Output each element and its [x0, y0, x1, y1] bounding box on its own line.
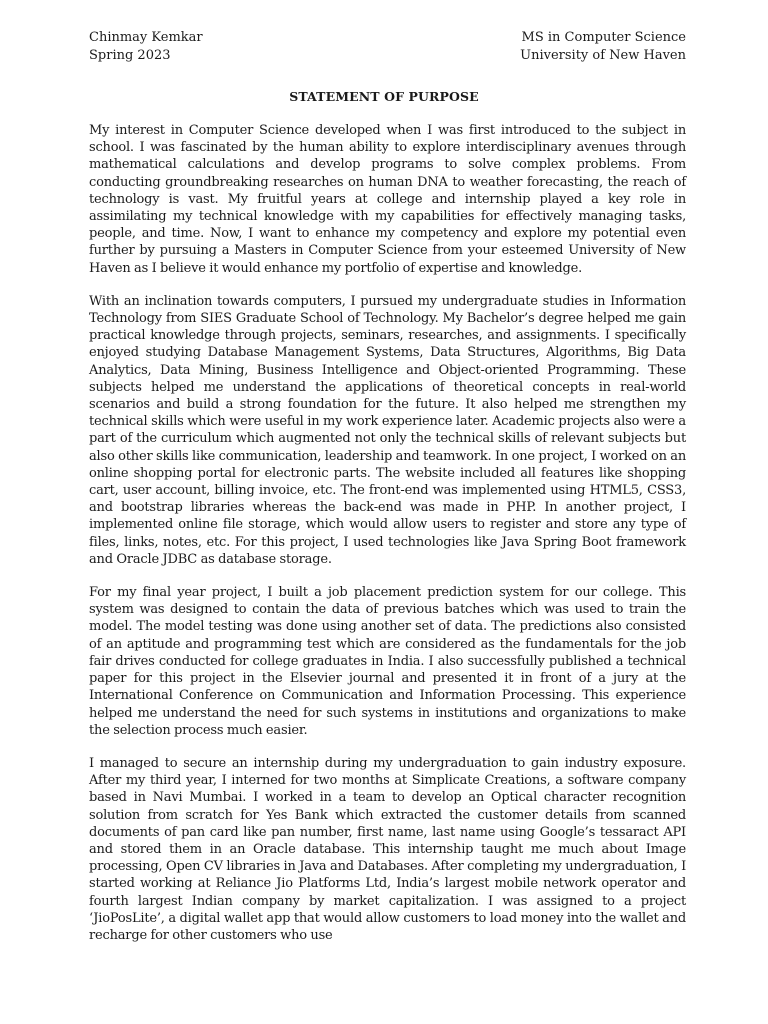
paragraph-2: With an inclination towards computers, I pursued my undergraduate studies in Information Technology from SIES Graduate School of Technology. My Bachelor’s degree helped me gain practical knowledge through projects, seminars, researches, and assignments. I specifically enjoyed studying Database Management Systems, Data Structures, Algorithms, Big Data Analytics, Data Mining, Business Intelligence and Object-oriented Programming. These subjects helped me understand the applications of theoretical concepts in real-world scenarios and build a strong foundation for the future. It also helped me strengthen my technical skills which were useful in my work experience later. Academic projects also were a part of the curriculum which augmented not only the technical skills of relevant subjects but also other skills like communication, leadership and teamwork. In one project, I worked on an online shopping portal for electronic parts. The website included all features like shopping cart, user account, billing invoice, etc. The front-end was implemented using HTML5, CSS3, and bootstrap libraries whereas the back-end was made in PHP. In another project, I implemented online file storage, which would allow users to register and store any type of files, links, notes, etc. For this project, I used technologies like Java Spring Boot framework and Oracle JDBC as database storage. — [89, 293, 686, 567]
document-title: STATEMENT OF PURPOSE — [289, 89, 479, 104]
header-left — [89, 29, 203, 64]
document-page — [89, 29, 686, 960]
paragraph-1: My interest in Computer Science developed when I was first introduced to the subject in school. I was fascinated by the human ability to explore interdisciplinary avenues through mathematical calculations and develop programs to solve complex problems. From conducting groundbreaking researches on human DNA to weather forecasting, the reach of technology is vast. My fruitful years at college and internship played a key role in assimilating my technical knowledge with my capabilities for effectively managing tasks, people, and time. Now, I want to enhance my competency and explore my potential even further by pursuing a Masters in Computer Science from your esteemed University of New Haven as I believe it would enhance my portfolio of expertise and knowledge. — [89, 123, 686, 276]
header-right — [520, 29, 686, 64]
author-name: Chinmay Kemkar — [89, 30, 203, 45]
document-header — [89, 29, 686, 64]
university-name: University of New Haven — [520, 47, 686, 63]
program-name: MS in Computer Science — [521, 30, 686, 45]
paragraph-3: For my final year project, I built a job placement prediction system for our college. This system was designed to contain the data of previous batches which was used to train the model. The model testing was done using another set of data. The predictions also consisted of an aptitude and programming test which are considered as the fundamentals for the job fair drives conducted for college graduates in India. I also successfully published a technical paper for this project in the Elsevier journal and presented it in front of a jury at the International Conference on Communication and Information Processing. This experience helped me understand the need for such systems in institutions and organizations to make the selection process much easier. — [89, 585, 686, 738]
paragraph-4: I managed to secure an internship during my undergraduation to gain industry exposure. After my third year, I interned for two months at Simplicate Creations, a software company based in Navi Mumbai. I worked in a team to develop an Optical character recognition solution from scratch for Yes Bank which extracted the customer details from scanned documents of pan card like pan number, first name, last name using Google’s tessaract API and stored them in an Oracle database. This internship taught me much about Image processing, Open CV libraries in Java and Databases. After completing my undergraduation, I started working at Reliance Jio Platforms Ltd, India’s largest mobile network operator and fourth largest Indian company by market capitalization. I was assigned to a project ‘JioPosLite’, a digital wallet app that would allow customers to load money into the wallet and recharge for other customers who use — [89, 755, 686, 943]
term: Spring 2023 — [89, 47, 171, 63]
